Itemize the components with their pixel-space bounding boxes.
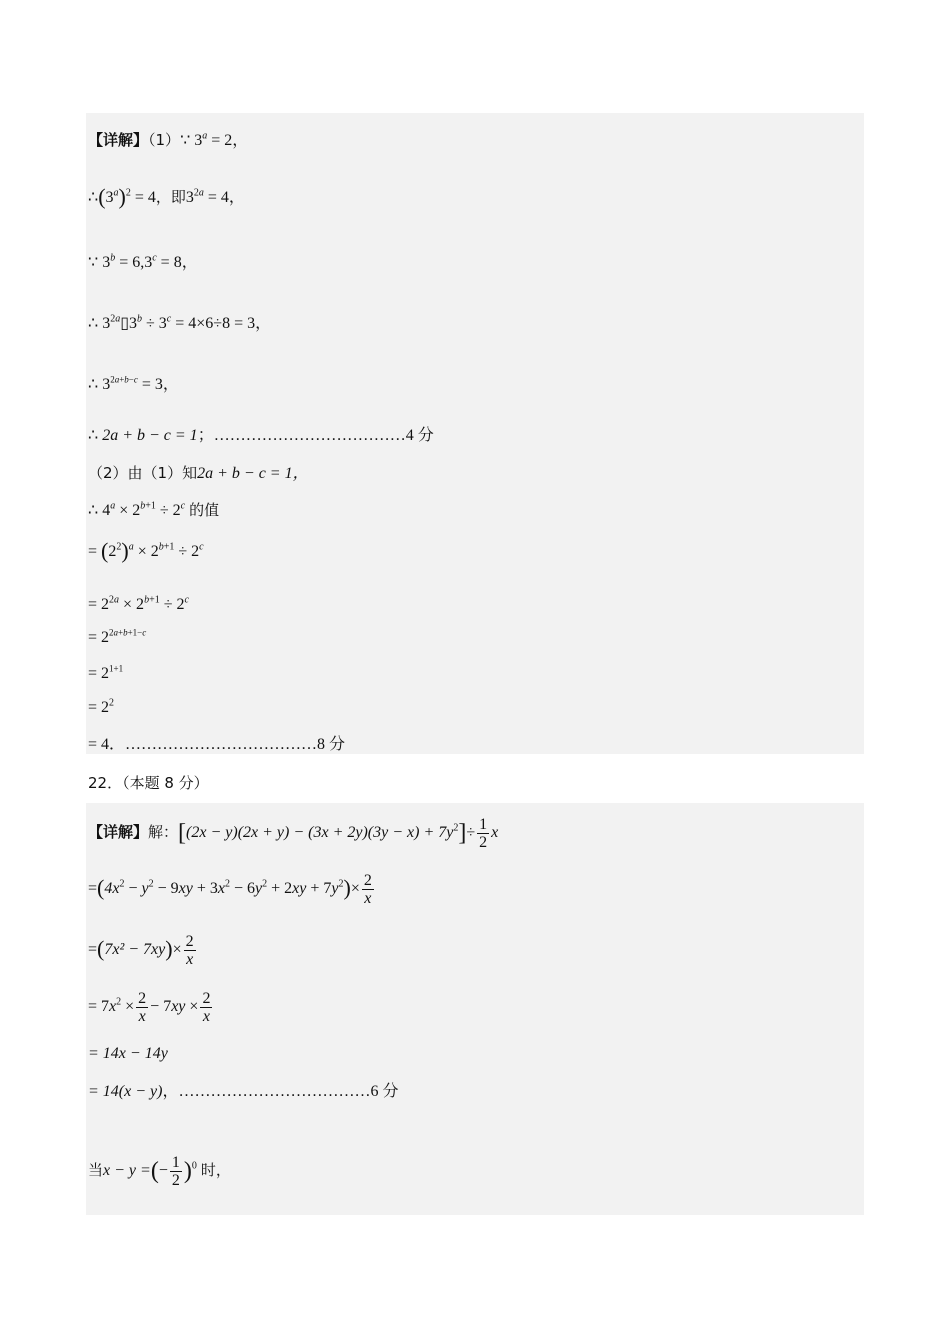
line-b1-10: = $2^{2a} \times 2^{b+1} \div 2^c$ — [88, 594, 189, 613]
line-b1-2: $\therefore(3^a)^2 = 4$，即$3^{2a} = 4$， — [88, 184, 245, 209]
line-b2-1: 【详解】解：$[(2x - y)(2x + y) - (3x + 2y)(3y - x) + 7y^2]\div$ $\frac{1}{2}$ x — [88, 815, 499, 851]
line-b1-7: （2）由（1）知2a + b − c = 1， — [88, 464, 309, 482]
line-b2-6: = 14(x − y)，………………………………6 分 — [88, 1083, 399, 1100]
line-b1-6: ∴ 2a + b − c = 1；………………………………4 分 — [88, 427, 434, 444]
line-b1-8: ∴ $4^a \times 2^{b+1} \div 2^c$ 的值 — [88, 500, 220, 519]
line-b1-1: 【详解】（1）∵ 3$^a$ = 2， — [88, 130, 249, 149]
line-b2-4: = $7x^2$ × $\frac{2}{x}$ − 7xy × $\frac{2}{x}$ — [88, 989, 211, 1025]
line-b1-14: = 4．………………………………8 分 — [88, 736, 346, 753]
line-b2-2: $=(4x^2 - y^2 - 9xy + 3x^2 - 6y^2 + 2xy + 7y^2)\times$ $\frac{2}{x}$ — [88, 871, 372, 907]
question-22-heading: 22．（本题 8 分） — [88, 774, 209, 792]
detail-label: 【详解】 — [88, 131, 149, 149]
line-b1-12: = $2^{1+1}$ — [88, 663, 124, 682]
line-b1-3: ∵ 3$^b$ = 6,3$^c$ = 8， — [88, 252, 198, 271]
line-b1-9: = $(2^2)^a \times 2^{b+1} \div 2^c$ — [88, 538, 204, 563]
line-b1-4: ∴ $3^{2a}▯3^b \div 3^c = 4\times 6\div 8 = 3$， — [88, 313, 272, 332]
line-b1-11: = $2^{2a+b+1-c}$ — [88, 627, 147, 646]
line-b2-7: 当x − y =(− $\frac{1}{2}$ )$^0$ 时， — [88, 1153, 231, 1189]
line-b2-3: =(7x² − 7xy)× $\frac{2}{x}$ — [88, 932, 194, 968]
line-b2-5: = 14x − 14y — [88, 1045, 168, 1062]
line-b1-13: = $2^2$ — [88, 697, 115, 716]
line-b1-5: ∴ $3^{2a+b-c} = 3$， — [88, 374, 179, 393]
detail-label-2: 【详解】 — [88, 823, 149, 841]
